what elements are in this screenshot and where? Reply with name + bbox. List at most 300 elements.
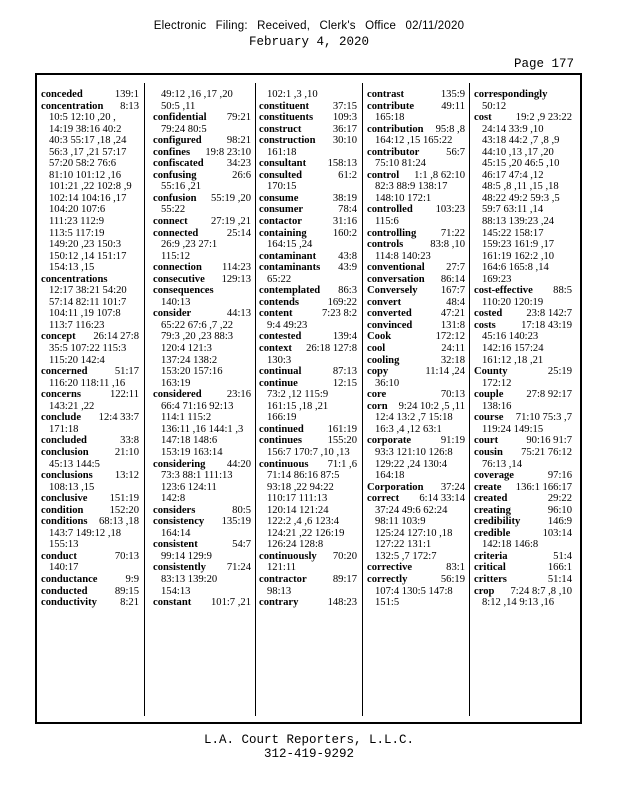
index-entry bbox=[259, 251, 357, 263]
index-term: conclude bbox=[41, 412, 82, 424]
index-term: construction bbox=[259, 135, 316, 147]
index-entry bbox=[41, 412, 139, 424]
index-entry bbox=[259, 597, 357, 609]
index-page-refs: 79:21 bbox=[226, 112, 251, 124]
index-page-refs: 89:17 bbox=[332, 573, 357, 585]
index-entry bbox=[367, 482, 465, 494]
index-page-refs: 80:5 bbox=[232, 504, 251, 516]
index-term: convert bbox=[367, 296, 402, 308]
index-term: contrast bbox=[367, 89, 405, 100]
reporter-phone: 312-419-9292 bbox=[263, 747, 354, 761]
index-page-refs: 32:18 bbox=[440, 354, 465, 366]
index-term: coverage bbox=[474, 470, 514, 482]
index-entry bbox=[474, 528, 572, 540]
index-term: condition bbox=[41, 504, 84, 516]
index-term: contaminant bbox=[259, 250, 317, 262]
index-term: conductivity bbox=[41, 597, 97, 609]
index-page-refs: 57:14 82:11 101:7 bbox=[49, 296, 127, 308]
index-entry bbox=[153, 505, 251, 517]
index-page-refs: 113:5 117:19 bbox=[49, 227, 105, 239]
index-page-refs: 10:5 12:10 ,20 , bbox=[49, 112, 116, 124]
index-page-refs: 115:20 142:4 bbox=[49, 354, 105, 366]
index-entry bbox=[367, 343, 465, 355]
index-page-refs: 83:8 ,10 bbox=[430, 239, 465, 251]
index-term: conventional bbox=[367, 262, 425, 274]
index-term: contaminants bbox=[259, 262, 321, 274]
index-page-refs: 66:4 71:16 92:13 bbox=[161, 400, 234, 412]
index-column-2 bbox=[153, 89, 251, 609]
index-entry bbox=[367, 366, 465, 378]
index-term: confusion bbox=[153, 192, 197, 204]
index-page-refs: 24:14 33:9 ,10 bbox=[482, 123, 544, 135]
index-page-refs: 86:3 bbox=[338, 285, 357, 297]
index-entry bbox=[153, 135, 251, 147]
index-page-refs: 82:3 88:9 138:17 bbox=[375, 181, 448, 193]
index-entry bbox=[474, 516, 572, 528]
index-page-refs: 98:13 bbox=[267, 585, 292, 597]
index-page-refs: 12:15 bbox=[332, 377, 357, 389]
index-page-refs: 88:5 bbox=[553, 285, 572, 297]
index-page-refs: 154:13 ,15 bbox=[49, 262, 95, 274]
index-page-refs: 81:10 101:12 ,16 bbox=[49, 169, 122, 181]
index-term: couple bbox=[474, 389, 504, 401]
index-page-refs: 56:19 bbox=[440, 573, 465, 585]
index-page-refs: 167:7 bbox=[440, 285, 465, 297]
index-entry bbox=[367, 493, 465, 505]
index-term: concentrations bbox=[41, 273, 108, 285]
index-entry bbox=[367, 262, 465, 274]
index-page-refs: 120:4 121:3 bbox=[161, 343, 212, 355]
index-page-refs: 116:20 118:11 ,16 bbox=[49, 377, 126, 389]
index-page-refs: 55:22 bbox=[161, 204, 186, 216]
index-entry bbox=[259, 331, 357, 343]
index-term: creating bbox=[474, 504, 511, 516]
index-page-refs: 122:2 ,4 ,6 123:4 bbox=[267, 516, 340, 528]
index-page-refs: 27:7 bbox=[446, 262, 465, 274]
index-page-refs: 43:8 bbox=[338, 250, 357, 262]
index-entry bbox=[474, 435, 572, 447]
index-entry bbox=[474, 493, 572, 505]
index-term: considers bbox=[153, 504, 196, 516]
index-term: correspondingly bbox=[474, 89, 548, 100]
index-page-refs: 158:13 bbox=[327, 158, 357, 170]
index-page-refs: 16:3 ,4 ,12 63:1 bbox=[375, 423, 442, 435]
index-page-refs: 9:24 10:2 ,5 ,11 bbox=[398, 400, 465, 412]
index-page-refs: 115:12 bbox=[161, 250, 191, 262]
index-page-refs: 132:5 ,7 172:7 bbox=[375, 550, 437, 562]
index-page-refs: 151:19 bbox=[109, 493, 139, 505]
index-page-refs: 86:14 bbox=[440, 273, 465, 285]
index-term: court bbox=[474, 435, 499, 447]
index-page-refs: 25:14 bbox=[226, 227, 251, 239]
index-page-refs: 44:13 bbox=[226, 308, 251, 320]
index-entry bbox=[367, 297, 465, 309]
index-term: cooling bbox=[367, 354, 400, 366]
index-term: contactor bbox=[259, 216, 302, 228]
index-page-refs: 93:18 ,22 94:22 bbox=[267, 481, 334, 493]
index-page-refs: 51:4 bbox=[553, 550, 572, 562]
index-column-4 bbox=[367, 89, 465, 609]
index-term: create bbox=[474, 481, 502, 493]
index-entry bbox=[367, 274, 465, 286]
index-entry bbox=[259, 262, 357, 274]
index-page-refs: 75:21 76:12 bbox=[521, 446, 572, 458]
index-term: controlling bbox=[367, 227, 417, 239]
index-page-refs: 161:19 bbox=[327, 423, 357, 435]
index-page-refs: 23:8 142:7 bbox=[526, 308, 572, 320]
index-page-refs: 75:10 81:24 bbox=[375, 158, 426, 170]
index-page-refs: 36:10 bbox=[375, 377, 400, 389]
index-term: confiscated bbox=[153, 158, 204, 170]
index-page-refs: 97:16 bbox=[547, 470, 572, 482]
index-page-refs: 142:8 bbox=[161, 493, 186, 505]
index-page-refs: 113:7 116:23 bbox=[49, 319, 105, 331]
index-page-refs: 21:10 bbox=[114, 446, 139, 458]
index-entry bbox=[474, 285, 572, 297]
index-page-refs: 43:18 44:2 ,7 ,8 ,9 bbox=[482, 135, 560, 147]
index-page-refs: 23:16 bbox=[226, 389, 251, 401]
index-page-refs: 103:23 bbox=[435, 204, 465, 216]
index-page-refs: 124:21 ,22 126:19 bbox=[267, 527, 345, 539]
index-page-refs: 120:14 121:24 bbox=[267, 504, 329, 516]
index-term: contribute bbox=[367, 100, 415, 112]
index-term: consumer bbox=[259, 204, 304, 216]
index-page-refs: 55:19 ,20 bbox=[210, 192, 251, 204]
index-page-refs: 78:4 bbox=[338, 204, 357, 216]
index-entry bbox=[153, 274, 251, 286]
index-page-refs: 9:4 49:23 bbox=[267, 319, 308, 331]
index-term: continued bbox=[259, 423, 304, 435]
index-page-refs: 140:13 bbox=[161, 296, 191, 308]
index-page-refs: 9:9 bbox=[125, 573, 139, 585]
index-page-refs: 71:24 bbox=[226, 562, 251, 574]
index-page-refs: 76:13 ,14 bbox=[482, 458, 523, 470]
index-page-refs: 71:14 86:16 87:5 bbox=[267, 470, 340, 482]
index-term: confusing bbox=[153, 169, 197, 181]
index-page-refs: 17:18 43:19 bbox=[521, 319, 572, 331]
index-term: concerns bbox=[41, 389, 82, 401]
index-entry bbox=[41, 101, 139, 113]
index-entry bbox=[153, 112, 251, 124]
index-entry bbox=[474, 366, 572, 378]
index-entry bbox=[367, 239, 465, 251]
index-page-refs: 65:22 67:6 ,7 ,22 bbox=[161, 319, 234, 331]
index-term: consistent bbox=[153, 539, 198, 551]
index-page-refs: 129:13 bbox=[221, 273, 251, 285]
index-page-refs: 123:6 124:11 bbox=[161, 481, 217, 493]
index-entry bbox=[259, 158, 357, 170]
index-entry bbox=[474, 586, 572, 598]
index-page-refs: 147:18 148:6 bbox=[161, 435, 218, 447]
index-term: contends bbox=[259, 296, 300, 308]
index-page-refs: 8:21 bbox=[120, 597, 139, 609]
index-entry bbox=[474, 112, 572, 124]
index-entry bbox=[153, 285, 251, 297]
index-page-refs: 44:10 ,13 ,17 ,20 bbox=[482, 146, 554, 158]
index-entry bbox=[259, 574, 357, 586]
index-page-refs: 103:14 bbox=[542, 527, 572, 539]
index-page-refs: 51:17 bbox=[114, 366, 139, 378]
index-page-refs: 27:8 92:17 bbox=[526, 389, 572, 401]
index-entry bbox=[474, 89, 572, 101]
index-entry bbox=[474, 447, 572, 459]
index-entry bbox=[259, 216, 357, 228]
index-entry bbox=[153, 308, 251, 320]
index-page-refs: 163:19 bbox=[161, 377, 191, 389]
index-page-refs: 161:18 bbox=[267, 146, 297, 158]
index-term: correct bbox=[367, 493, 400, 505]
index-page-refs: 51:14 bbox=[547, 573, 572, 585]
index-page-refs: 56:7 bbox=[446, 146, 465, 158]
index-term: connection bbox=[153, 262, 202, 274]
index-entry bbox=[259, 112, 357, 124]
index-term: contemplated bbox=[259, 285, 321, 297]
index-page-refs: 109:3 bbox=[332, 112, 357, 124]
index-page-refs: 24:11 bbox=[441, 343, 465, 355]
index-entry bbox=[474, 551, 572, 563]
index-term: concluded bbox=[41, 435, 87, 447]
index-term: conversation bbox=[367, 273, 425, 285]
index-page-refs: 172:12 bbox=[435, 331, 465, 343]
index-page-refs: 37:15 bbox=[332, 100, 357, 112]
index-term: content bbox=[259, 308, 293, 320]
index-term: conductance bbox=[41, 573, 98, 585]
index-entry bbox=[259, 285, 357, 297]
index-page-refs: 101:21 ,22 102:8 ,9 bbox=[49, 181, 132, 193]
index-term: Cook bbox=[367, 331, 392, 343]
index-entry bbox=[41, 505, 139, 517]
index-page-refs: 89:15 bbox=[114, 585, 139, 597]
index-page-refs: 8:13 bbox=[120, 100, 139, 112]
index-term: conducted bbox=[41, 585, 88, 597]
index-page-refs: 160:2 bbox=[332, 227, 357, 239]
index-page-refs: 48:4 bbox=[446, 296, 465, 308]
index-term: context bbox=[259, 343, 292, 355]
index-page-refs: 61:2 bbox=[338, 169, 357, 181]
column-divider bbox=[144, 83, 145, 716]
index-page-refs: 70:13 bbox=[114, 550, 139, 562]
index-page-refs: 164:18 bbox=[375, 470, 405, 482]
index-page-refs: 48:22 49:2 59:3 ,5 bbox=[482, 192, 560, 204]
index-page-refs: 6:14 33:14 bbox=[419, 493, 465, 505]
index-term: contractor bbox=[259, 573, 307, 585]
index-page-refs: 127:22 131:1 bbox=[375, 539, 432, 551]
index-entry bbox=[259, 297, 357, 309]
index-term: conduct bbox=[41, 550, 77, 562]
column-divider bbox=[255, 83, 256, 716]
index-entry bbox=[153, 170, 251, 182]
index-term: consume bbox=[259, 192, 299, 204]
index-page-refs: 12:4 33:7 bbox=[98, 412, 139, 424]
index-page-refs: 45:15 ,20 46:5 ,10 bbox=[482, 158, 560, 170]
index-entry bbox=[367, 170, 465, 182]
index-page-refs: 137:24 138:2 bbox=[161, 354, 218, 366]
index-term: contribution bbox=[367, 123, 424, 135]
index-page-refs: 110:20 120:19 bbox=[482, 296, 544, 308]
index-page-refs: 35:5 107:22 115:3 bbox=[49, 343, 127, 355]
index-page-refs: 150:12 ,14 151:17 bbox=[49, 250, 127, 262]
index-entry bbox=[474, 308, 572, 320]
index-entry bbox=[259, 366, 357, 378]
index-page-refs: 104:20 107:6 bbox=[49, 204, 106, 216]
index-page-refs: 19:2 ,9 23:22 bbox=[515, 112, 572, 124]
index-page-refs: 125:24 127:10 ,18 bbox=[375, 527, 453, 539]
index-page-refs: 27:19 ,21 bbox=[210, 216, 251, 228]
index-entry bbox=[367, 285, 465, 297]
index-page-refs: 70:20 bbox=[332, 550, 357, 562]
index-entry bbox=[474, 389, 572, 401]
index-term: connected bbox=[153, 227, 199, 239]
index-term: continues bbox=[259, 435, 302, 447]
index-term: consulted bbox=[259, 169, 302, 181]
index-entry bbox=[259, 459, 357, 471]
index-page-refs: 142:16 157:24 bbox=[482, 343, 544, 355]
index-page-refs: 143:7 149:12 ,18 bbox=[49, 527, 122, 539]
index-entry bbox=[41, 574, 139, 586]
index-page-refs: 71:1 ,6 bbox=[327, 458, 357, 470]
index-page-refs: 7:24 8:7 ,8 ,10 bbox=[510, 585, 572, 597]
index-entry bbox=[153, 539, 251, 551]
index-page-refs: 107:4 130:5 147:8 bbox=[375, 585, 453, 597]
index-term: continual bbox=[259, 366, 302, 378]
index-entry bbox=[41, 493, 139, 505]
index-page-refs: 135:9 bbox=[440, 89, 465, 100]
index-term: credible bbox=[474, 527, 511, 539]
index-page-refs: 43:9 bbox=[338, 262, 357, 274]
index-page-refs: 90:16 91:7 bbox=[526, 435, 572, 447]
index-page-refs: 96:10 bbox=[547, 504, 572, 516]
page-number: Page 177 bbox=[513, 57, 574, 71]
index-term: corn bbox=[367, 400, 388, 412]
index-entry bbox=[259, 343, 357, 355]
index-entry bbox=[41, 89, 139, 101]
filing-stamp-line: Electronic Filing: Received, Clerk's Office 02/11/2020 bbox=[153, 20, 465, 32]
index-entry bbox=[367, 89, 465, 101]
index-term: concentration bbox=[41, 100, 104, 112]
index-term: controls bbox=[367, 239, 404, 251]
index-page-refs: 146:9 bbox=[547, 516, 572, 528]
index-term: course bbox=[474, 412, 504, 424]
index-term: Corporation bbox=[367, 481, 424, 493]
index-entry bbox=[153, 597, 251, 609]
word-index-box bbox=[35, 73, 582, 724]
index-entry bbox=[367, 331, 465, 343]
index-entry bbox=[259, 170, 357, 182]
index-entry bbox=[41, 447, 139, 459]
index-page-refs: 151:5 bbox=[375, 597, 400, 609]
index-page-refs: 153:19 163:14 bbox=[161, 446, 223, 458]
index-page-refs: 59:7 63:11 ,14 bbox=[482, 204, 544, 216]
index-page-refs: 40:3 55:17 ,18 ,24 bbox=[49, 135, 127, 147]
index-page-refs: 26:6 bbox=[232, 169, 251, 181]
index-term: contested bbox=[259, 331, 302, 343]
index-term: confidential bbox=[153, 112, 207, 124]
index-page-refs: 164:12 ,15 165:22 bbox=[375, 135, 453, 147]
index-entry bbox=[259, 308, 357, 320]
index-entry bbox=[41, 389, 139, 401]
index-term: contributor bbox=[367, 146, 420, 158]
index-page-refs: 68:13 ,18 bbox=[98, 516, 139, 528]
index-page-refs: 153:20 157:16 bbox=[161, 366, 223, 378]
index-page-refs: 136:1 166:17 bbox=[515, 481, 572, 493]
index-entry bbox=[474, 562, 572, 574]
index-page-refs: 111:23 112:9 bbox=[49, 216, 105, 228]
index-page-refs: 7:23 8:2 bbox=[321, 308, 357, 320]
index-entry bbox=[41, 366, 139, 378]
index-entry bbox=[259, 124, 357, 136]
index-page-refs: 155:20 bbox=[327, 435, 357, 447]
index-column-5 bbox=[474, 89, 572, 609]
index-page-refs: 101:7 ,21 bbox=[210, 597, 251, 609]
index-page-refs: 156:7 170:7 ,10 ,13 bbox=[267, 446, 350, 458]
index-entry bbox=[259, 101, 357, 113]
index-page-refs: 38:19 bbox=[332, 192, 357, 204]
index-page-refs: 170:15 bbox=[267, 181, 297, 193]
index-entry bbox=[367, 320, 465, 332]
index-page-refs: 139:4 bbox=[332, 331, 357, 343]
index-entry bbox=[367, 308, 465, 320]
index-page-refs: 50:5 ,11 bbox=[161, 100, 196, 112]
index-term: constituent bbox=[259, 100, 310, 112]
index-entry bbox=[259, 435, 357, 447]
index-term: containing bbox=[259, 227, 307, 239]
index-entry bbox=[153, 389, 251, 401]
index-page-refs: 26:18 127:8 bbox=[306, 343, 357, 355]
index-page-refs: 13:12 bbox=[114, 470, 139, 482]
index-entry bbox=[41, 331, 139, 343]
index-page-refs: 159:23 161:9 ,17 bbox=[482, 239, 555, 251]
index-page-refs: 65:22 bbox=[267, 273, 292, 285]
index-term: crop bbox=[474, 585, 495, 597]
index-term: created bbox=[474, 493, 508, 505]
index-page-refs: 114:23 bbox=[221, 262, 251, 274]
index-term: consequences bbox=[153, 285, 214, 297]
index-term: convinced bbox=[367, 319, 413, 331]
index-page-refs: 138:16 bbox=[482, 400, 512, 412]
index-term: configured bbox=[153, 135, 202, 147]
index-page-refs: 73:2 ,12 115:9 bbox=[267, 389, 329, 401]
hearing-date: February 4, 2020 bbox=[248, 35, 370, 49]
index-entry bbox=[41, 435, 139, 447]
index-page-refs: 172:12 bbox=[482, 377, 512, 389]
index-entry bbox=[474, 470, 572, 482]
index-page-refs: 115:6 bbox=[375, 216, 399, 228]
index-page-refs: 88:13 139:23 ,24 bbox=[482, 216, 555, 228]
index-term: concerned bbox=[41, 366, 88, 378]
index-page-refs: 164:6 165:8 ,14 bbox=[482, 262, 549, 274]
index-page-refs: 11:14 ,24 bbox=[425, 366, 465, 378]
index-entry bbox=[474, 320, 572, 332]
index-page-refs: 161:12 ,18 ,21 bbox=[482, 354, 544, 366]
index-page-refs: 54:7 bbox=[232, 539, 251, 551]
index-page-refs: 37:24 49:6 62:24 bbox=[375, 504, 448, 516]
index-term: conceded bbox=[41, 89, 83, 100]
index-term: constant bbox=[153, 597, 192, 609]
index-entry bbox=[367, 435, 465, 447]
index-page-refs: 31:16 bbox=[332, 216, 357, 228]
index-entry bbox=[153, 516, 251, 528]
index-page-refs: 102:1 ,3 ,10 bbox=[267, 89, 318, 100]
index-entry bbox=[367, 124, 465, 136]
index-page-refs: 104:11 ,19 107:8 bbox=[49, 308, 121, 320]
index-page-refs: 155:13 bbox=[49, 539, 79, 551]
index-term: concept bbox=[41, 331, 76, 343]
index-page-refs: 47:21 bbox=[440, 308, 465, 320]
index-term: controlled bbox=[367, 204, 413, 216]
index-entry bbox=[153, 158, 251, 170]
index-entry bbox=[259, 204, 357, 216]
index-term: credibility bbox=[474, 516, 521, 528]
